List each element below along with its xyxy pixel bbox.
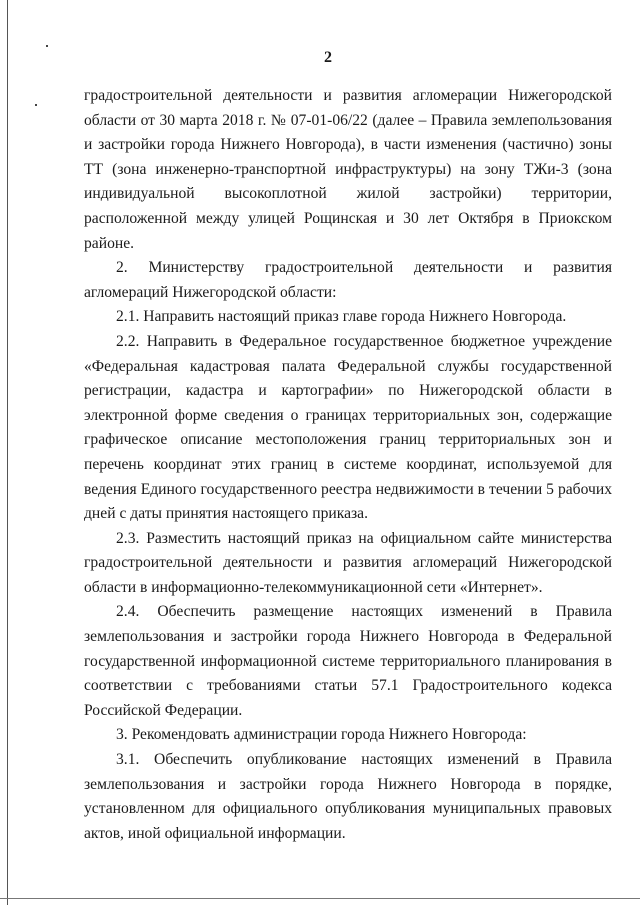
paragraph-item-3-1: 3.1. Обеспечить опубликование настоящих изменений в Правила землепользования и застройки города Нижнего Новгорода в порядке, установленном для официального опубликования муниципальных правовых актов, иной официальной информации. — [84, 751, 612, 842]
paragraph-item-2-3: 2.3. Разместить настоящий приказ на официальном сайте министерства градостроительной деятельности и развития агломераций Нижегородской области в информационно-телекоммуникационной сети «Интернет». — [84, 529, 612, 596]
scan-left-edge — [7, 0, 8, 905]
document-body — [84, 84, 612, 846]
scan-bottom-edge — [0, 898, 640, 899]
paragraph-item-3: 3. Рекомендовать администрации города Нижнего Новгорода: — [116, 726, 527, 744]
paragraph-item-2-1: 2.1. Направить настоящий приказ главе города Нижнего Новгорода. — [116, 308, 567, 326]
page-number: 2 — [324, 49, 332, 66]
scan-speck — [46, 45, 48, 47]
paragraph-item-2-4: 2.4. Обеспечить размещение настоящих изменений в Правила землепользования и застройки города Нижнего Новгорода в Федеральной государственной информационной системе территориального планирования в соответствии с требованиями статьи 57.1 Градостроительного кодекса Российской Федерации. — [84, 603, 612, 719]
scan-speck — [35, 104, 37, 106]
paragraph-item-2-2: 2.2. Направить в Федеральное государственное бюджетное учреждение «Федеральная кадастровая палата Федеральной службы государственной регистрации, кадастра и картографии» по Нижегородской области в электронной форме сведения о границах территориальных зон, содержащие графическое описание местоположения границ территориальных зон и перечень координат этих границ в системе координат, используемой для ведения Единого государственного реестра недвижимости в течении 5 рабочих дней с даты принятия настоящего приказа. — [84, 332, 612, 523]
paragraph-continuation: градостроительной деятельности и развития агломерации Нижегородской области от 30 марта 2018 г. № 07-01-06/22 (далее – Правила землепользования и застройки города Нижнего Новгорода), в части изменения (частично) зоны ТТ (зона инженерно-транспортной инфраструктуры) на зону ТЖи-3 (зона индивидуальной высокоплотной жилой застройки) территории, расположенной между улицей Рощинская и 30 лет Октября в Приокском районе. — [84, 87, 612, 252]
paragraph-item-2: 2. Министерству градостроительной деятельности и развития агломераций Нижегородской области: — [84, 259, 612, 301]
